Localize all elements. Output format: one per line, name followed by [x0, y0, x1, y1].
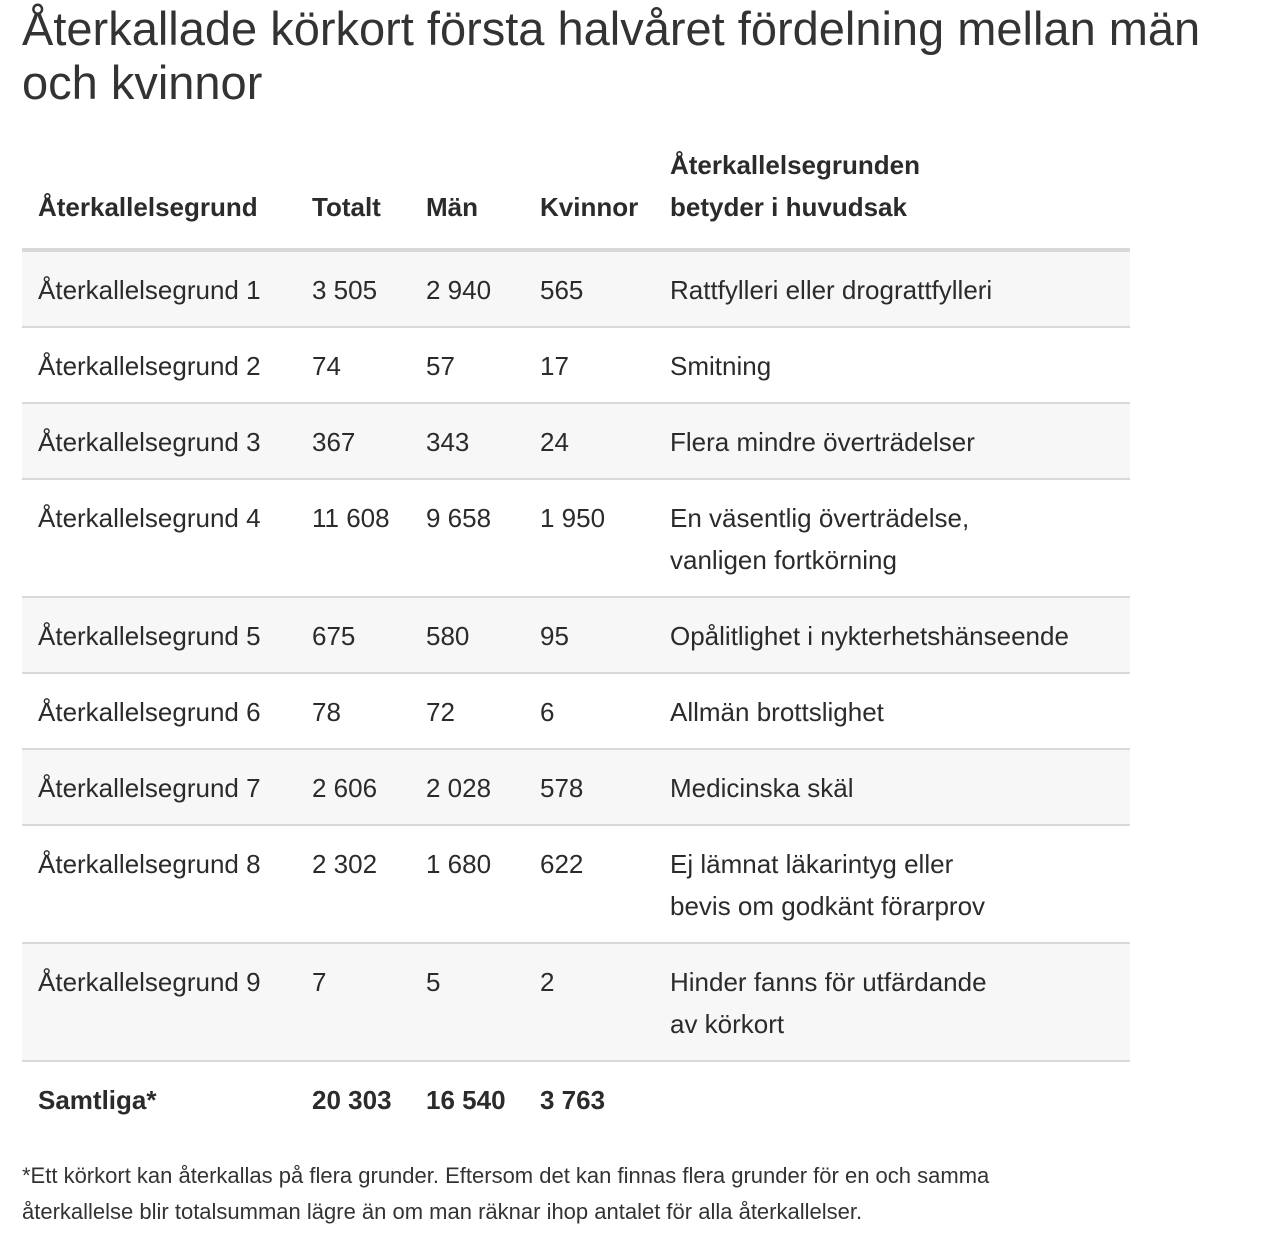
cell-meaning: [654, 943, 1130, 1061]
cell-men: 343: [426, 427, 470, 457]
cell-total: 2 606: [312, 773, 378, 803]
header-meaning: [654, 134, 1130, 250]
cell-meaning-line2: av körkort: [670, 1009, 785, 1039]
total-meaning: [654, 1061, 1130, 1136]
cell-ground: Återkallelsegrund 3: [38, 427, 261, 457]
cell-meaning: [654, 673, 1130, 749]
cell-women: 1 950: [540, 503, 606, 533]
cell-ground: Återkallelsegrund 6: [38, 697, 261, 727]
cell-meaning-line1: Flera mindre överträdelser: [670, 427, 975, 457]
cell-women: 2: [540, 967, 555, 997]
table-row: [22, 327, 1130, 403]
cell-women: 95: [540, 621, 569, 651]
table-row: [22, 943, 1130, 1061]
total-women: 3 763: [540, 1085, 606, 1115]
header-women: Kvinnor: [540, 192, 639, 222]
cell-meaning-line1: Hinder fanns för utfärdande: [670, 967, 987, 997]
cell-meaning: [654, 479, 1130, 597]
cell-men: 72: [426, 697, 455, 727]
cell-meaning-line1: Smitning: [670, 351, 772, 381]
header-meaning-line2: betyder i huvudsak: [670, 192, 907, 222]
cell-ground: Återkallelsegrund 9: [38, 967, 261, 997]
cell-women: 622: [540, 849, 584, 879]
table-row: [22, 673, 1130, 749]
cell-ground: Återkallelsegrund 4: [38, 503, 261, 533]
cell-total: 367: [312, 427, 356, 457]
cell-total: 2 302: [312, 849, 378, 879]
cell-men: 1 680: [426, 849, 492, 879]
cell-men: 580: [426, 621, 470, 651]
cell-women: 565: [540, 275, 584, 305]
cell-total: 3 505: [312, 275, 378, 305]
header-total: Totalt: [312, 192, 381, 222]
cell-total: 74: [312, 351, 341, 381]
cell-women: 17: [540, 351, 569, 381]
cell-ground: Återkallelsegrund 1: [38, 275, 261, 305]
cell-men: 2 940: [426, 275, 492, 305]
header-meaning-line1: Återkallelsegrunden: [670, 150, 920, 180]
cell-meaning-line1: En väsentlig överträdelse,: [670, 503, 970, 533]
footnote: [22, 1158, 1262, 1230]
table-row: [22, 825, 1130, 943]
header-men: Män: [426, 192, 478, 222]
table-row: [22, 403, 1130, 479]
total-total: 20 303: [312, 1085, 392, 1115]
cell-ground: Återkallelsegrund 7: [38, 773, 261, 803]
cell-total: 78: [312, 697, 341, 727]
table-row: [22, 597, 1130, 673]
cell-meaning-line1: Allmän brottslighet: [670, 697, 884, 727]
revocation-table: [22, 134, 1130, 1136]
table-header-row: [22, 134, 1130, 250]
cell-women: 24: [540, 427, 569, 457]
cell-meaning: [654, 327, 1130, 403]
cell-meaning: [654, 749, 1130, 825]
cell-meaning-line2: bevis om godkänt förarprov: [670, 891, 986, 921]
cell-men: 5: [426, 967, 441, 997]
table-row: [22, 479, 1130, 597]
cell-men: 57: [426, 351, 455, 381]
cell-meaning: [654, 250, 1130, 327]
total-men: 16 540: [426, 1085, 506, 1115]
cell-meaning: [654, 403, 1130, 479]
cell-total: 675: [312, 621, 356, 651]
cell-women: 6: [540, 697, 555, 727]
total-row: [22, 1061, 1130, 1136]
footnote-line1: *Ett körkort kan återkallas på flera grunder. Eftersom det kan finnas flera grunder för en och samma: [22, 1163, 990, 1188]
cell-total: 11 608: [312, 503, 390, 533]
table-body: [22, 250, 1130, 1061]
total-ground: Samtliga*: [38, 1085, 157, 1115]
cell-meaning: [654, 825, 1130, 943]
table-row: [22, 250, 1130, 327]
page-title: Återkallade körkort första halvåret fördelning mellan män och kvinnor: [22, 2, 1201, 109]
cell-ground: Återkallelsegrund 8: [38, 849, 261, 879]
cell-meaning-line2: vanligen fortkörning: [670, 545, 897, 575]
cell-total: 7: [312, 967, 327, 997]
cell-meaning-line1: Medicinska skäl: [670, 773, 854, 803]
cell-meaning-line1: Rattfylleri eller drograttfylleri: [670, 275, 993, 305]
cell-ground: Återkallelsegrund 5: [38, 621, 261, 651]
cell-meaning-line1: Ej lämnat läkarintyg eller: [670, 849, 954, 879]
cell-ground: Återkallelsegrund 2: [38, 351, 261, 381]
cell-meaning: [654, 597, 1130, 673]
footnote-line2: återkallelse blir totalsumman lägre än om man räknar ihop antalet för alla återkallelser.: [22, 1199, 863, 1224]
cell-men: 9 658: [426, 503, 492, 533]
cell-meaning-line1: Opålitlighet i nykterhetshänseende: [670, 621, 1069, 651]
header-ground: Återkallelsegrund: [38, 192, 258, 222]
table-row: [22, 749, 1130, 825]
cell-women: 578: [540, 773, 584, 803]
cell-men: 2 028: [426, 773, 492, 803]
